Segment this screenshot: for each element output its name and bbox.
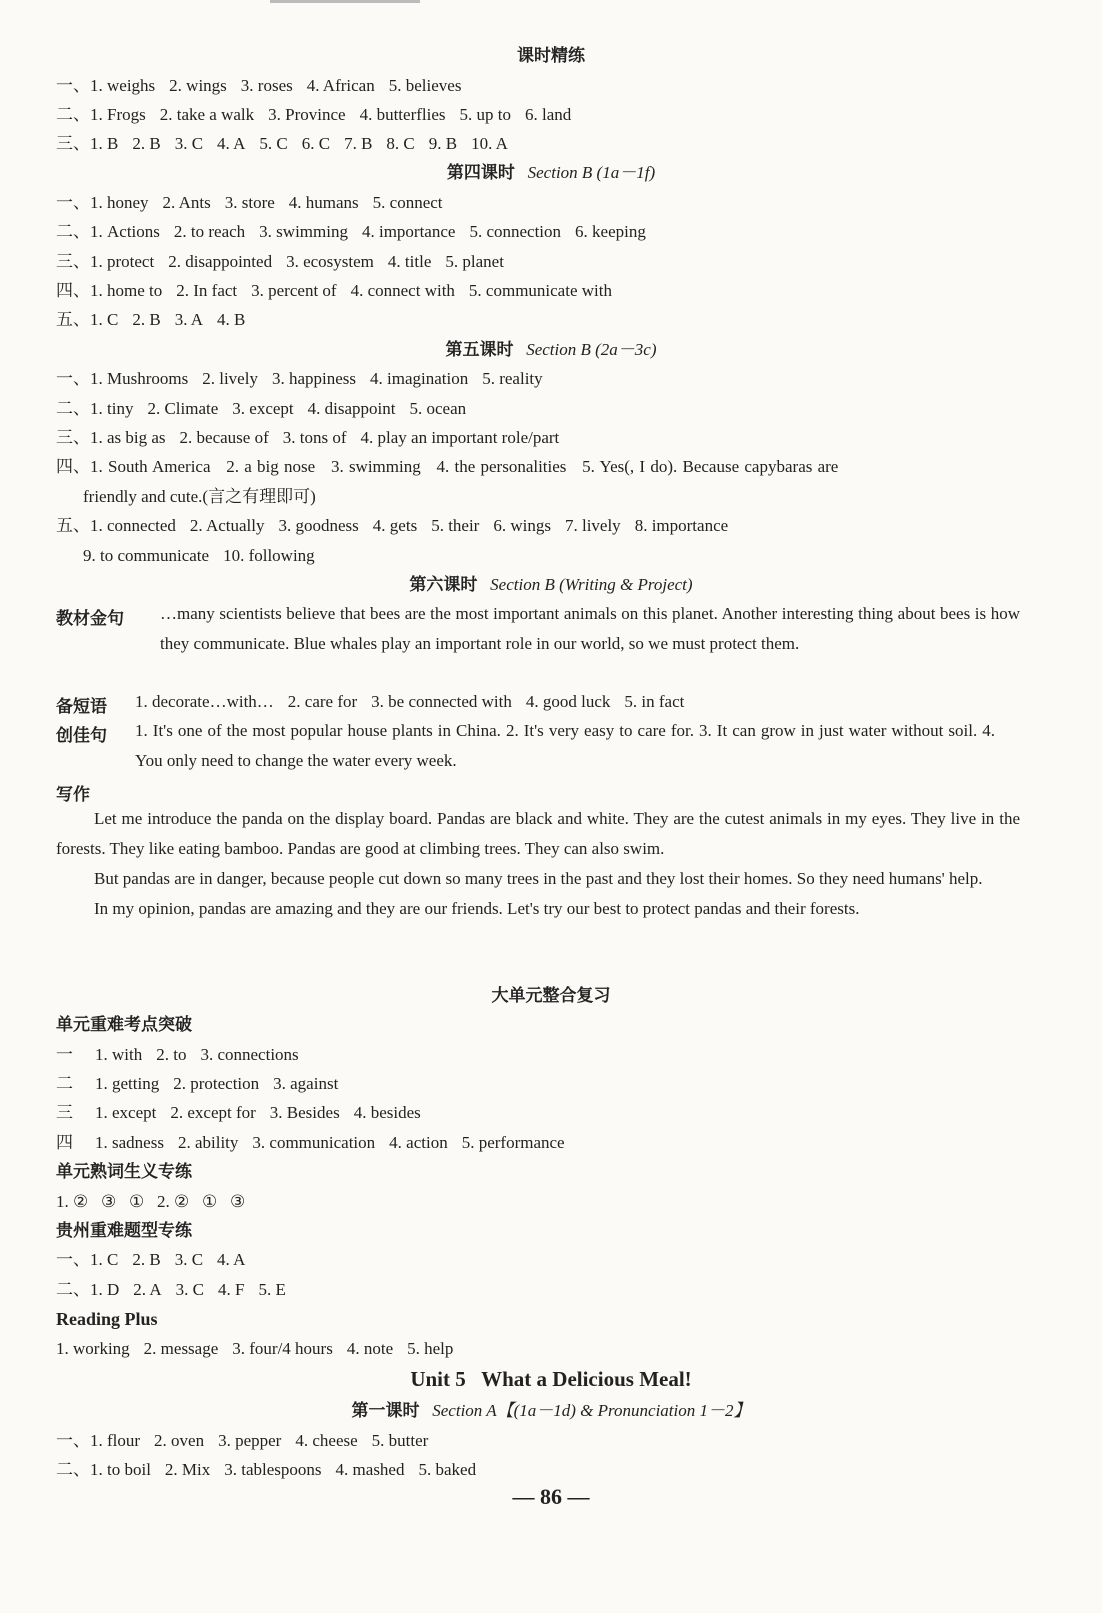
row-prefix: 二、 [56,105,90,124]
answer-row [56,105,1046,125]
answer-item: 3. A [174,310,204,329]
section-title-practice: 课时精练 [517,46,585,65]
answer-item: 2. oven [154,1431,205,1450]
answer-item: 3. goodness [278,516,359,535]
answer-row-5-cont [83,546,1073,566]
answer-item: 1. C [90,1250,119,1269]
answer-item: 2. B [132,134,161,153]
answer-item: 5. up to [459,105,511,124]
answer-item: 1. sadness [95,1133,164,1152]
answer-item: 2. message [143,1339,219,1358]
answer-item: 3. Besides [269,1103,340,1122]
answer-row [56,1133,1046,1153]
answer-item: 5. C [259,134,288,153]
answer-item: 1. D [90,1280,120,1299]
answer-item: 3. C [174,134,204,153]
answer-item: 3. be connected with [371,692,512,711]
answer-item: 4. F [217,1280,245,1299]
answer-item: 3. communication [252,1133,376,1152]
review-title: 大单元整合复习 [491,986,611,1005]
answer-item: 3. ecosystem [286,252,374,271]
answer-item: 4. humans [288,193,359,212]
shuci-answers: 1. ② ③ ① 2. ② ① ③ [56,1192,246,1211]
answer-item: 4. African [306,76,375,95]
answer-row [56,76,1046,96]
answer-item: 6. wings [493,516,551,535]
answer-item: 3. swimming [259,222,348,241]
row-4-text: 1. South America 2. a big nose 3. swimming 4. the personalities 5. Yes(, I do). Because capybaras are [90,457,839,476]
answer-item: 5. baked [418,1460,477,1479]
answer-row [56,252,1046,272]
answer-item: 4. A [217,1250,246,1269]
answer-item: 4. besides [353,1103,421,1122]
answer-item: 2. to reach [173,222,246,241]
row-prefix: 三、 [56,134,90,153]
answer-item: 4. play an important role/part [360,428,560,447]
answer-item: 2. lively [202,369,258,388]
answer-item: 2. Ants [162,193,211,212]
answer-item: 4. A [217,134,246,153]
answer-item: 5. butter [371,1431,429,1450]
answer-row [56,1103,1046,1123]
answer-row [56,281,1046,301]
row-prefix: 二、 [56,399,90,418]
answer-item: 4. good luck [525,692,611,711]
answer-item: 9. B [428,134,458,153]
answer-item: 10. A [471,134,508,153]
answer-item: 1. connected [90,516,176,535]
answer-item: 4. B [217,310,246,329]
answer-item: 4. connect with [350,281,455,300]
answer-row [56,193,1046,213]
top-edge-mark [270,0,420,3]
writing-label: 写作 [56,785,90,805]
answer-item: 2. Climate [147,399,219,418]
answer-item: 2. except for [170,1103,256,1122]
answer-item: 1. decorate…with… [135,692,274,711]
row-prefix: 一、 [56,369,90,388]
unit-5-lesson-label: 第一课时 [351,1401,420,1420]
answer-row [56,399,1046,419]
answer-item: 8. C [386,134,415,153]
unit-5-title: Unit 5 What a Delicious Meal! [410,1367,692,1391]
row-prefix: 五、 [56,516,90,535]
lesson-4-label: 第四课时 [446,163,515,182]
lesson-6-title [0,575,1102,595]
jincai-text: …many scientists believe that bees are the most important animals on this planet. Another interesting thing about bees is how they communicate. Blue whales play an important role in our world, so we must protect them. [160,604,1020,653]
answer-item: 5. ocean [409,399,467,418]
answer-item: 2. In fact [176,281,238,300]
answer-row [56,1460,1046,1480]
answer-item: 1. protect [90,252,155,271]
answer-item: 5. connection [469,222,562,241]
answer-item: 3. happiness [271,369,356,388]
row-prefix: 一 [56,1045,73,1064]
row-prefix: 四、 [56,457,90,476]
answer-item: 2. because of [179,428,269,447]
row-prefix: 四、 [56,281,90,300]
answer-item: 2. Mix [164,1460,211,1479]
answer-item: 2. wings [169,76,227,95]
review-heading-1: 单元重难考点突破 [56,1015,192,1035]
row-prefix: 三 [56,1103,73,1122]
answer-item: 4. action [389,1133,448,1152]
answer-item: 1. tiny [90,399,134,418]
row-prefix: 二、 [56,222,90,241]
answer-item: 2. B [132,1250,161,1269]
answer-item: 8. importance [634,516,729,535]
row-prefix: 三、 [56,252,90,271]
unit-5-lesson-section: Section A【(1a－1d) & Pronunciation 1－2】 [432,1401,751,1420]
lesson-4-title [0,163,1102,183]
answer-item: 3. roses [240,76,293,95]
answer-item: 3. against [273,1074,339,1093]
answer-item: 2. A [133,1280,162,1299]
answer-item: 4. importance [361,222,456,241]
answer-item: 1. home to [90,281,163,300]
answer-item: 3. percent of [251,281,337,300]
answer-item: 5. connect [372,193,443,212]
answer-item: 4. cheese [295,1431,358,1450]
answer-item: 1. Frogs [90,105,146,124]
answer-row [56,1250,1046,1270]
lesson-5-title [0,340,1102,360]
answer-item: 1. except [95,1103,157,1122]
row-prefix: 五、 [56,310,90,329]
row-prefix: 二 [56,1074,73,1093]
answer-item: 3. store [224,193,275,212]
answer-row [56,310,1046,330]
answer-row [56,369,1046,389]
answer-item: 1. B [90,134,119,153]
lesson-6-label: 第六课时 [409,575,478,594]
answer-item: 1. getting [95,1074,160,1093]
unit-5-lesson-1-title [0,1401,1102,1421]
answer-item: 1. with [95,1045,143,1064]
answer-item: 3. C [174,1250,204,1269]
answer-item: 1. honey [90,193,149,212]
jincai-label: 教材金句 [56,609,124,629]
answer-item: 3. four/4 hours [232,1339,333,1358]
answer-item: 5. believes [388,76,462,95]
answer-item: 5. help [407,1339,454,1358]
lesson-5-section: Section B (2a－3c) [526,340,657,359]
answer-item: 2. disappointed [168,252,273,271]
row-prefix: 四 [56,1133,73,1152]
lesson-4-section: Section B (1a－1f) [527,163,656,182]
answer-item: 1. as big as [90,428,166,447]
answer-item: 6. keeping [575,222,646,241]
answer-item: 1. Mushrooms [90,369,189,388]
answer-item: 7. B [344,134,373,153]
jiaju-text: 1. It's one of the most popular house plants in China. 2. It's very easy to care for. 3. It can grow in just water without soil. 4. You only need to change the water every week. [135,721,995,770]
answer-item: 9. to communicate [83,546,210,565]
lesson-6-section: Section B (Writing & Project) [490,575,693,594]
row-prefix: 二、 [56,1460,90,1479]
duanyu-label: 备短语 [56,697,107,717]
answer-item: 2. protection [173,1074,260,1093]
answer-item: 1. Actions [90,222,160,241]
answer-item: 4. title [387,252,432,271]
answer-item: 3. C [175,1280,204,1299]
answer-item: 3. pepper [218,1431,282,1450]
lesson-5-label: 第五课时 [445,340,514,359]
review-heading-3: 贵州重难题型专练 [56,1221,192,1241]
answer-row [56,222,1046,242]
duanyu-items [135,692,1102,712]
answer-item: 2. take a walk [159,105,255,124]
answer-row [56,1045,1046,1065]
review-heading-2: 单元熟词生义专练 [56,1162,192,1182]
reading-plus-answers [56,1339,1046,1359]
reading-plus-heading: Reading Plus [56,1309,158,1329]
answer-item: 4. disappoint [307,399,396,418]
answer-item: 3. tons of [282,428,347,447]
answer-row [56,1074,1046,1094]
answer-item: 5. their [431,516,480,535]
answer-item: 5. in fact [624,692,685,711]
answer-item: 1. flour [90,1431,141,1450]
answer-item: 1. to boil [90,1460,151,1479]
essay-paragraph: Let me introduce the panda on the display board. Pandas are black and white. They are the cutest animals in my eyes. They live in the forests. They like eating bamboo. Pandas are good at climbing trees. They can also swim. [56,809,1020,858]
answer-item: 5. E [258,1280,286,1299]
page-number: — 86 — [512,1484,590,1509]
answer-item: 7. lively [564,516,621,535]
answer-item: 5. performance [461,1133,565,1152]
answer-item: 4. butterflies [359,105,446,124]
answer-item: 3. except [232,399,294,418]
answer-item: 6. C [301,134,331,153]
row-prefix: 一、 [56,1250,90,1269]
answer-row [56,1280,1046,1300]
answer-item: 2. ability [177,1133,239,1152]
essay-paragraph: In my opinion, pandas are amazing and they are our friends. Let's try our best to protect pandas and their forests. [94,899,860,918]
answer-item: 4. imagination [370,369,469,388]
row-prefix: 二、 [56,1280,90,1299]
answer-item: 5. communicate with [468,281,612,300]
answer-item: 4. note [346,1339,394,1358]
row-prefix: 一、 [56,76,90,95]
row-prefix: 三、 [56,428,90,447]
answer-item: 2. B [132,310,161,329]
answer-item: 2. to [156,1045,187,1064]
answer-row [56,428,1046,448]
answer-item: 3. connections [200,1045,299,1064]
answer-item: 2. care for [287,692,358,711]
row-prefix: 一、 [56,193,90,212]
answer-item: 5. reality [482,369,543,388]
answer-item: 4. mashed [335,1460,405,1479]
answer-item: 1. working [56,1339,130,1358]
answer-row-4-cont: friendly and cute.(言之有理即可) [83,487,316,506]
row-prefix: 一、 [56,1431,90,1450]
essay [56,804,1020,924]
answer-row-5 [56,516,1046,536]
jiaju-label: 创佳句 [56,726,107,746]
answer-row-4 [56,457,1046,477]
answer-item: 10. following [223,546,315,565]
answer-row [56,134,1046,154]
answer-item: 5. planet [445,252,504,271]
answer-item: 1. C [90,310,119,329]
answer-item: 3. Province [268,105,346,124]
answer-item: 2. Actually [189,516,265,535]
answer-item: 3. tablespoons [224,1460,322,1479]
answer-item: 4. gets [372,516,418,535]
answer-row [56,1431,1046,1451]
answer-item: 1. weighs [90,76,156,95]
essay-paragraph: But pandas are in danger, because people cut down so many trees in the past and they lost their homes. So they need humans' help. [94,869,983,888]
answer-item: 6. land [524,105,572,124]
